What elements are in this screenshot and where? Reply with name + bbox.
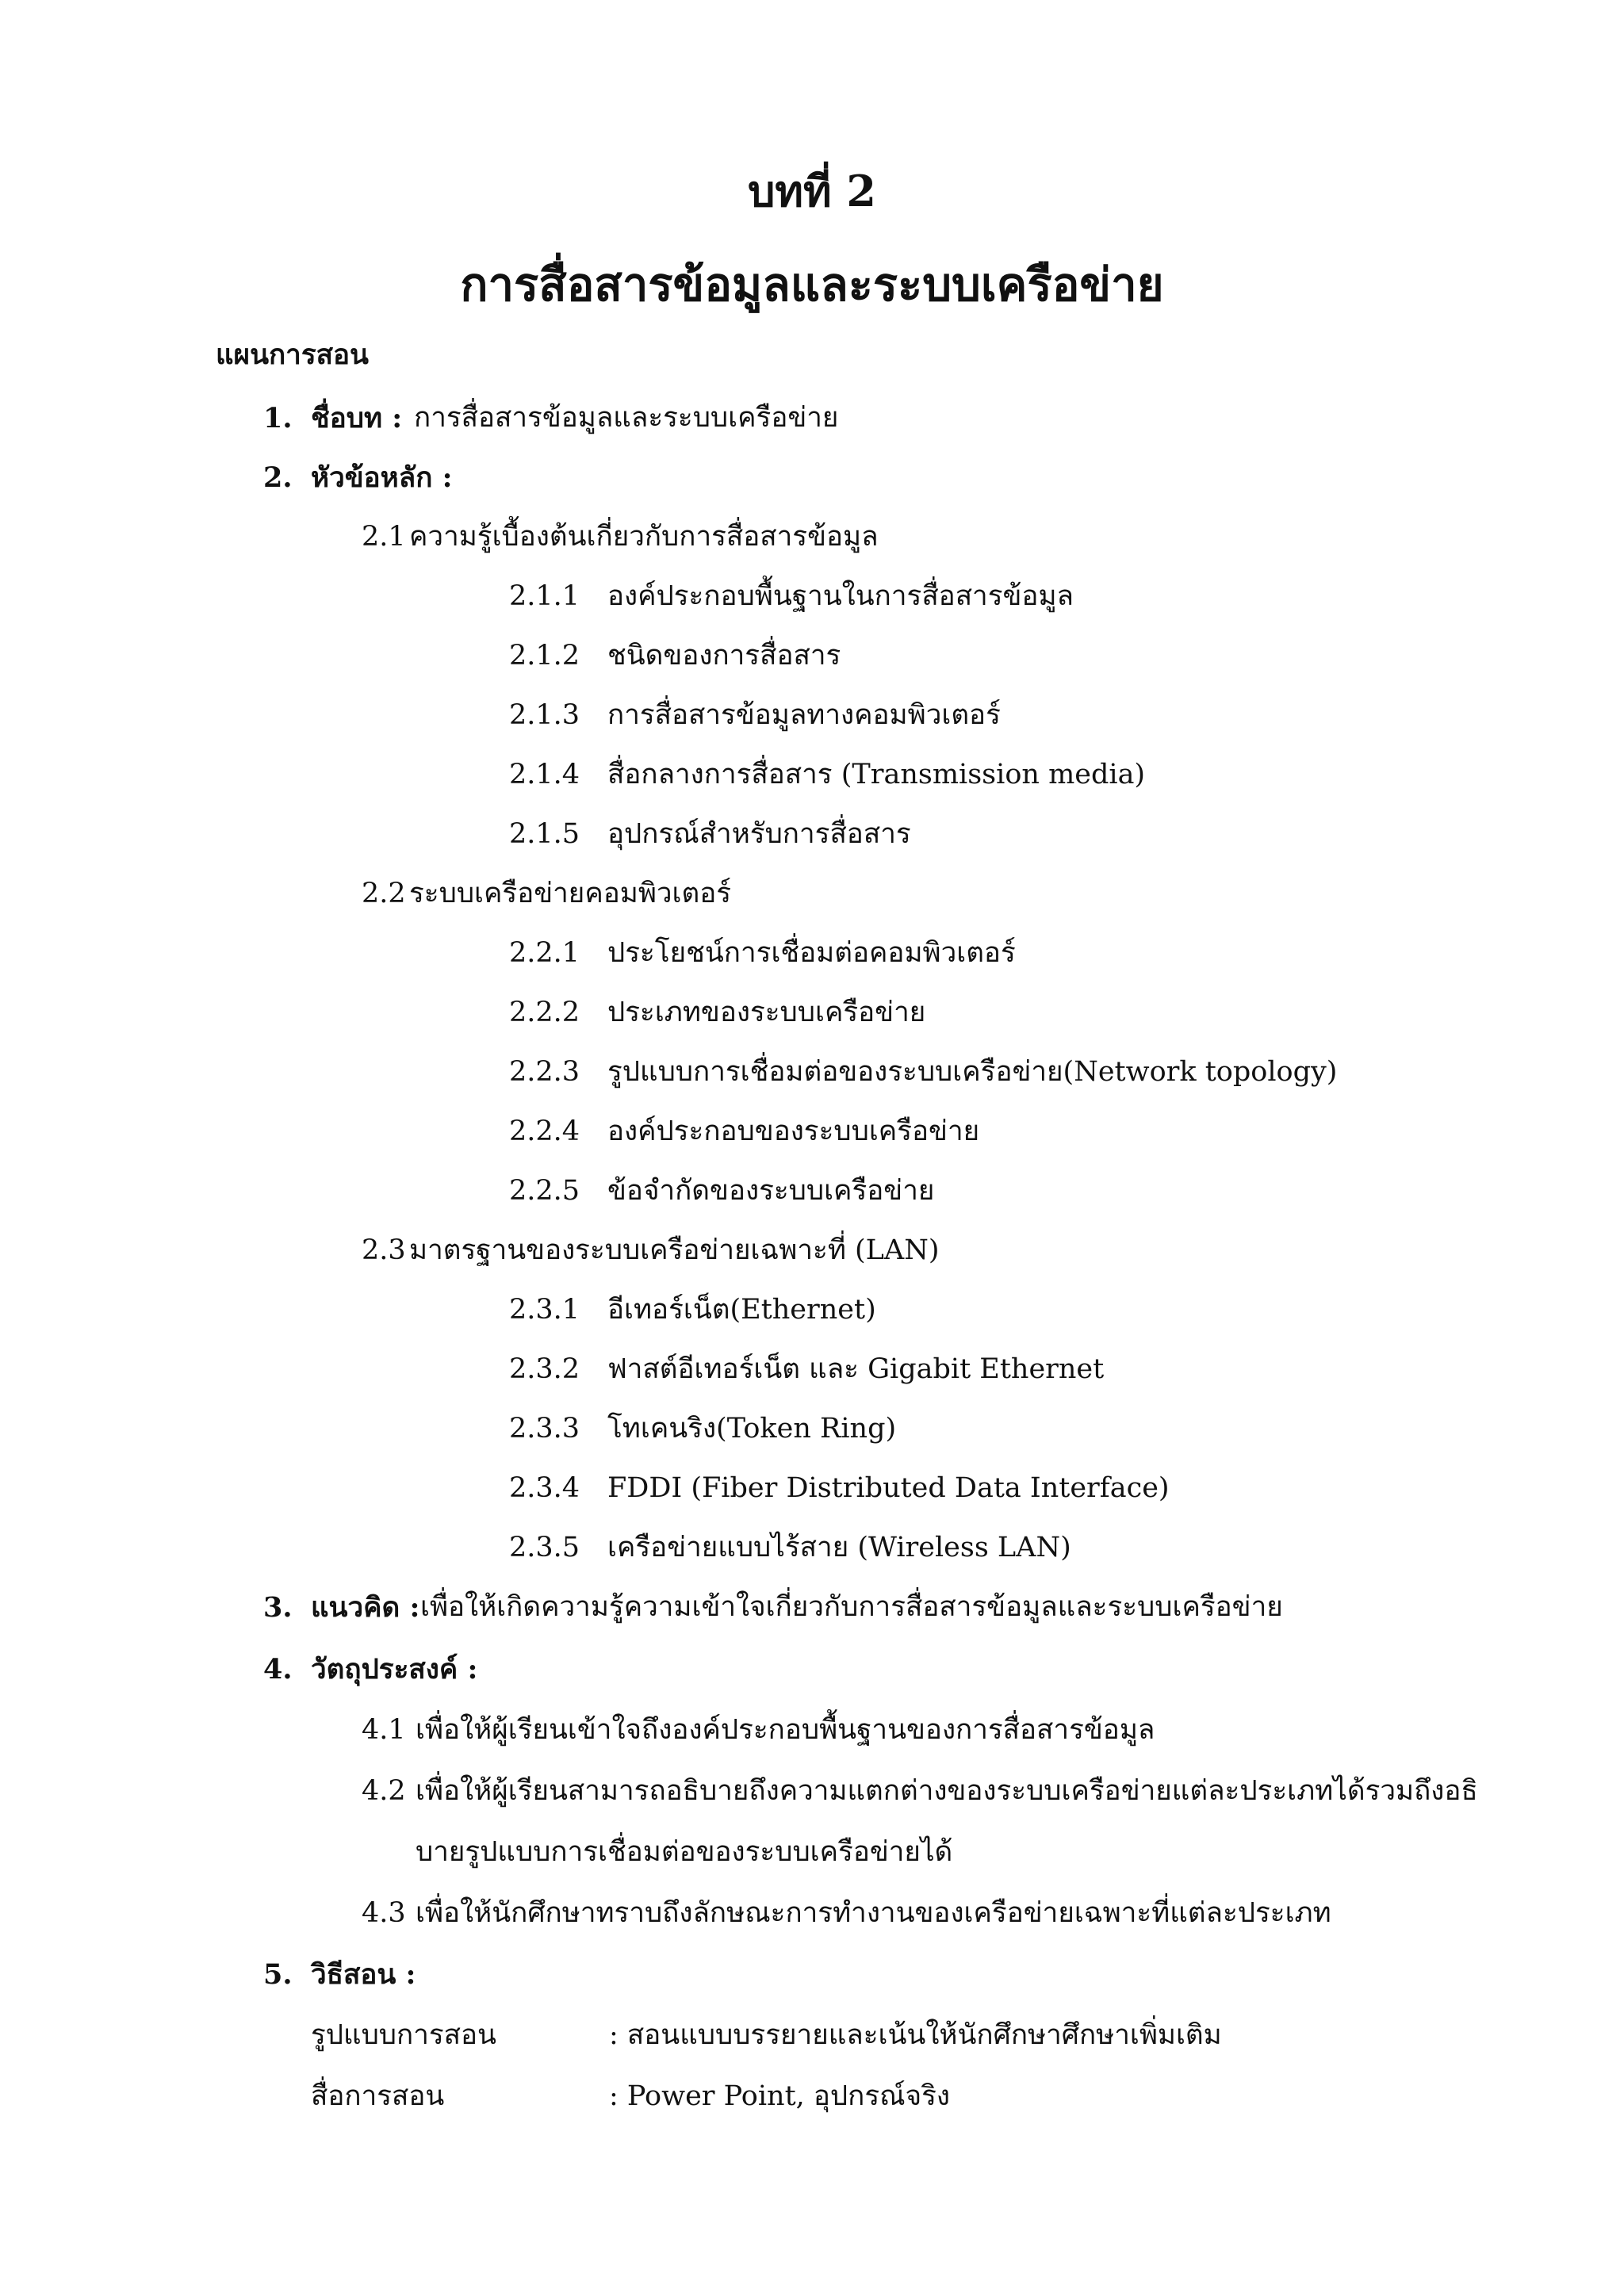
topic-text: การสื่อสารข้อมูลและระบบเครือข่าย — [414, 402, 839, 434]
lesson-plan-heading: แผนการสอน — [216, 339, 369, 371]
subsection-number: 2.1.5 — [509, 818, 580, 850]
subsection-text: ข้อจำกัดของระบบเครือข่าย — [607, 1175, 935, 1207]
section-number: 2.1 — [362, 521, 406, 553]
objective-text: เพื่อให้ผู้เรียนสามารถอธิบายถึงความแตกต่างของระบบเครือข่ายแต่ละประเภทได้รวมถึงอธิ — [416, 1775, 1478, 1807]
subsection-number: 2.3.5 — [509, 1532, 580, 1563]
subsection-text: ประโยชน์การเชื่อมต่อคอมพิวเตอร์ — [607, 937, 1016, 969]
subsection-number: 2.2.4 — [509, 1115, 580, 1147]
item-number: 2. — [263, 461, 293, 494]
subsection-text: องค์ประกอบพื้นฐานในการสื่อสารข้อมูล — [607, 580, 1074, 612]
subsection-number: 2.3.2 — [509, 1353, 580, 1385]
item-number: 3. — [263, 1591, 293, 1624]
subsection-text: โทเคนริง(Token Ring) — [607, 1413, 897, 1445]
subsection-text: อุปกรณ์สำหรับการสื่อสาร — [607, 818, 911, 850]
subsection-number: 2.2.5 — [509, 1175, 580, 1207]
item-number: 1. — [263, 402, 293, 434]
subsection-text: ฟาสต์อีเทอร์เน็ต และ Gigabit Ethernet — [607, 1353, 1105, 1385]
subsection-number: 2.1.2 — [509, 640, 580, 672]
section-title: ความรู้เบื้องต้นเกี่ยวกับการสื่อสารข้อมูล — [409, 521, 879, 553]
subsection-text: ประเภทของระบบเครือข่าย — [607, 997, 926, 1028]
subsection-text: อีเทอร์เน็ต(Ethernet) — [607, 1294, 876, 1326]
objective-text: เพื่อให้นักศึกษาทราบถึงลักษณะการทำงานของเครือข่ายเฉพาะที่แต่ละประเภท — [416, 1897, 1331, 1929]
objective-number: 4.3 — [362, 1897, 406, 1929]
subsection-number: 2.1.4 — [509, 759, 580, 790]
subsection-number: 2.1.3 — [509, 699, 580, 731]
subsection-number: 2.3.1 — [509, 1294, 580, 1326]
teaching-method-label: วิธีสอน : — [311, 1958, 416, 1991]
objective-text: เพื่อให้ผู้เรียนเข้าใจถึงองค์ประกอบพื้นฐานของการสื่อสารข้อมูล — [416, 1714, 1155, 1746]
section-number: 2.3 — [362, 1234, 406, 1266]
subsection-number: 2.1.1 — [509, 580, 580, 612]
subsection-text: เครือข่ายแบบไร้สาย (Wireless LAN) — [607, 1532, 1071, 1563]
objective-text-continued: บายรูปแบบการเชื่อมต่อของระบบเครือข่ายได้ — [416, 1836, 953, 1868]
chapter-number: บทที่ 2 — [748, 166, 876, 216]
teaching-method-key: รูปแบบการสอน — [311, 2019, 496, 2051]
teaching-method-value: : สอนแบบบรรยายและเน้นให้นักศึกษาศึกษาเพิ่มเติม — [609, 2019, 1222, 2051]
subsection-text: FDDI (Fiber Distributed Data Interface) — [607, 1472, 1170, 1504]
objective-number: 4.1 — [362, 1714, 406, 1746]
section-title: มาตรฐานของระบบเครือข่ายเฉพาะที่ (LAN) — [409, 1234, 940, 1266]
section-number: 2.2 — [362, 878, 406, 909]
subsection-text: รูปแบบการเชื่อมต่อของระบบเครือข่าย(Network topology) — [607, 1056, 1338, 1088]
subsection-number: 2.3.4 — [509, 1472, 580, 1504]
topic-label: ชื่อบท : — [311, 402, 403, 434]
subsection-text: การสื่อสารข้อมูลทางคอมพิวเตอร์ — [607, 699, 1001, 731]
subsection-number: 2.3.3 — [509, 1413, 580, 1445]
section-title: ระบบเครือข่ายคอมพิวเตอร์ — [409, 878, 732, 909]
item-number: 5. — [263, 1958, 293, 1991]
subsection-text: สื่อกลางการสื่อสาร (Transmission media) — [607, 759, 1146, 790]
concept-text: เพื่อให้เกิดความรู้ความเข้าใจเกี่ยวกับการสื่อสารข้อมูลและระบบเครือข่าย — [420, 1591, 1283, 1623]
subsection-number: 2.2.1 — [509, 937, 580, 969]
item-number: 4. — [263, 1653, 293, 1686]
chapter-title: การสื่อสารข้อมูลและระบบเครือข่าย — [460, 258, 1164, 312]
concept-label: แนวคิด : — [311, 1591, 420, 1624]
main-topics-label: หัวข้อหลัก : — [311, 461, 453, 494]
subsection-number: 2.2.3 — [509, 1056, 580, 1088]
subsection-text: องค์ประกอบของระบบเครือข่าย — [607, 1115, 980, 1147]
teaching-media-value: : Power Point, อุปกรณ์จริง — [609, 2080, 950, 2112]
objectives-label: วัตถุประสงค์ : — [311, 1653, 478, 1686]
subsection-text: ชนิดของการสื่อสาร — [607, 640, 841, 672]
teaching-media-key: สื่อการสอน — [311, 2080, 445, 2112]
objective-number: 4.2 — [362, 1775, 406, 1807]
subsection-number: 2.2.2 — [509, 997, 580, 1028]
